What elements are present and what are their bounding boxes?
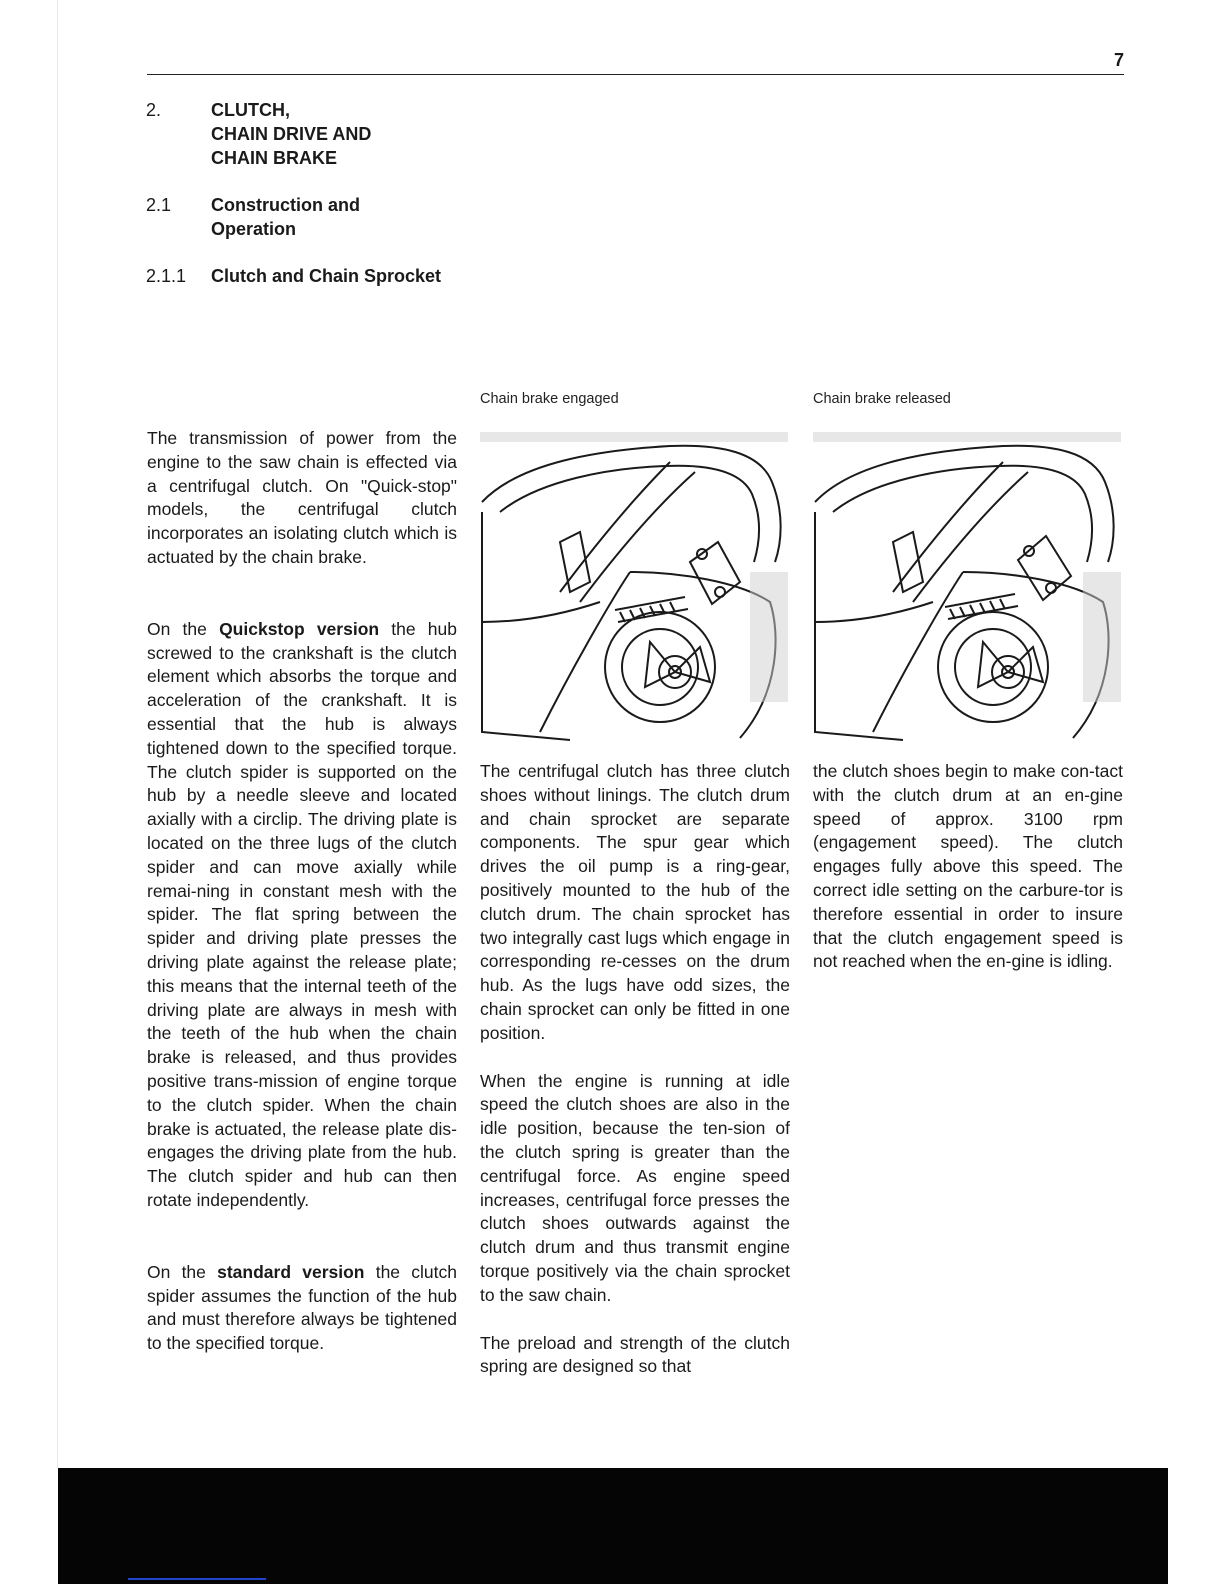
paragraph-text: the clutch spider assumes the function of the hub and must therefore always be tightened to the specified torque.: [147, 1261, 457, 1354]
figure-chain-brake-engaged: [480, 432, 788, 742]
chainsaw-clutch-illustration-icon: [813, 432, 1121, 742]
scan-blue-line: [128, 1578, 266, 1580]
paragraph-bold-term: standard version: [217, 1261, 365, 1282]
section-number: 2.1.1: [146, 266, 187, 286]
paragraph: The centrifugal clutch has three clutch shoes without linings. The clutch drum and chain sprocket are separate components. The spur gear which drives the oil pump is a ring-gear, positively mounted to the hub of the clutch drum. The chain sprocket has two integrally cast lugs which engage in corresponding re-cesses on the drum hub. As the lugs have odd sizes, the chain sprocket can only be fitted in one position.: [480, 761, 790, 1043]
section-title-line: Operation: [211, 219, 297, 239]
section-title-line: Clutch and Chain Sprocket: [211, 266, 442, 286]
scan-margin-line: [57, 0, 58, 1468]
paragraph: the clutch shoes begin to make con-tact with the clutch drum at an en-gine speed of approx. 3100 rpm (engagement speed). The clutch engages fully above this speed. The correct idle setting on the carbure-tor is therefore essential in order to insure that the clutch engagement speed is not reached when the en-gine is idling.: [813, 761, 1123, 972]
section-title-line: Construction and: [211, 195, 360, 215]
scan-bottom-band: [58, 1468, 1168, 1584]
paragraph-standard: [147, 1261, 457, 1356]
paragraph-text: On the: [147, 618, 220, 639]
section-title-line: CHAIN BRAKE: [211, 148, 337, 168]
text-column-3: [813, 760, 1123, 974]
paragraph: The preload and strength of the clutch spring are designed so that: [480, 1332, 790, 1377]
paragraph: When the engine is running at idle speed the clutch shoes are also in the idle position, because the ten-sion of the clutch spring is greater than the centrifugal force. As engine speed increases, centrifugal force presses the clutch shoes outwards against the clutch drum and thus transmit engine torque positively via the chain sprocket to the saw chain.: [480, 1070, 790, 1305]
paragraph: The transmission of power from the engine to the saw chain is effected via a centrifugal clutch. On "Quick-stop" models, the centrifugal clutch incorporates an isolating clutch which is actuated by the chain brake.: [147, 428, 457, 567]
section-title: [211, 193, 541, 241]
figure-caption-engaged: Chain brake engaged: [480, 391, 619, 407]
figure-chain-brake-released: [813, 432, 1121, 742]
section-title-line: CLUTCH,: [211, 100, 290, 120]
text-column-2: [480, 760, 790, 1379]
section-title-line: CHAIN DRIVE AND: [211, 124, 372, 144]
section-number: 2.1: [146, 195, 172, 215]
header-rule: [147, 74, 1124, 75]
page-number: 7: [1113, 50, 1124, 70]
section-number: 2.: [146, 100, 162, 120]
figure-caption-released: Chain brake released: [813, 391, 951, 407]
paragraph-text: the hub screwed to the crankshaft is the clutch element which absorbs the torque and acceleration of the crankshaft. It is essential that the hub is always tightened down to the specified torque. The clutch spider is supported on the hub by a needle sleeve and located axially with a circlip. The driving plate is located on the three lugs of the clutch spider and can move axially while remai-ning in constant mesh with the spider. The flat spring between the spider and driving plate presses the driving plate against the release plate; this means that the internal teeth of the driving plate are always in mesh with the teeth of the hub when the chain brake is released, and thus provides positive trans-mission of engine torque to the clutch spider. When the chain brake is actuated, the release plate dis-engages the driving plate from the hub. The clutch spider and hub can then rotate independently.: [147, 618, 457, 1210]
paragraph-bold-term: Quickstop version: [219, 618, 380, 639]
paragraph-quickstop: [147, 618, 457, 1213]
section-title: [211, 264, 541, 288]
text-column-1: [147, 427, 457, 1356]
chainsaw-clutch-illustration-icon: [480, 432, 788, 742]
paragraph-text: On the: [147, 1261, 218, 1282]
section-title: [211, 98, 541, 170]
